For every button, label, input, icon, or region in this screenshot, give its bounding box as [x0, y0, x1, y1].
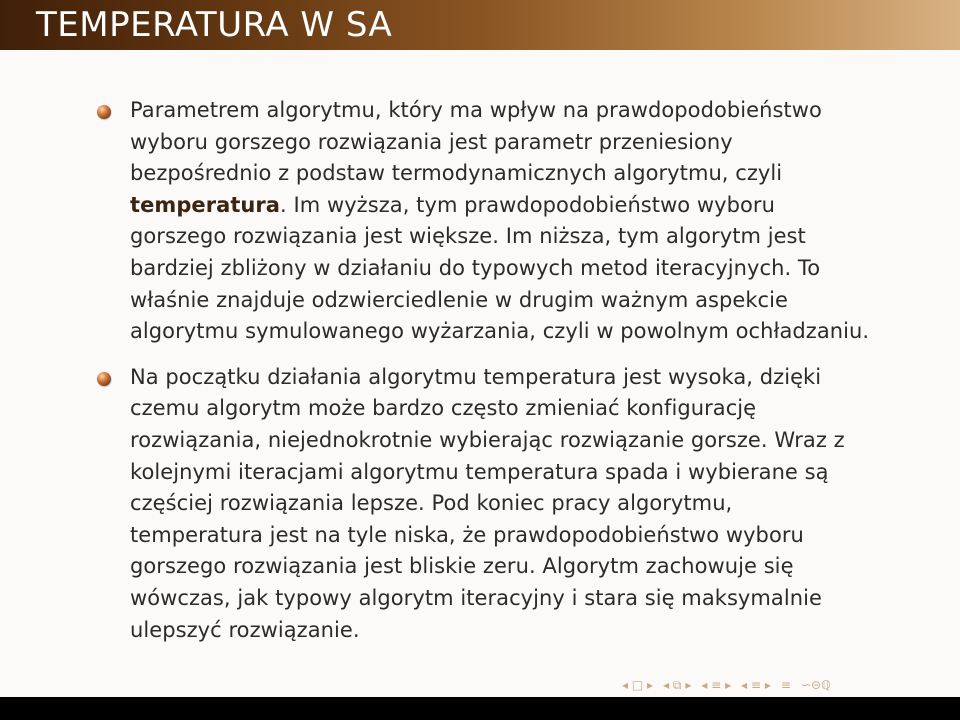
frame-icon[interactable]: □	[631, 678, 644, 692]
bullet-item	[0, 362, 960, 646]
prev-subsection-icon[interactable]: ◂	[663, 677, 670, 692]
text-line: bardziej zbliżony w działaniu do typowych metod iteracyjnych. To	[130, 255, 821, 280]
bottom-bar	[0, 697, 960, 720]
nav-subsection2-group	[741, 678, 771, 692]
bullet-item	[0, 95, 960, 348]
text-line: Parametrem algorytmu, który ma wpływ na prawdopodobieństwo	[130, 98, 822, 122]
text-line: czemu algorytm może bardzo często zmieniać konfigurację	[130, 396, 757, 421]
text-line: właśnie znajduje odzwierciedlenie w drugim ważnym aspekcie	[130, 287, 789, 312]
prev-section-icon[interactable]: ◂	[701, 678, 708, 692]
text-line: rozwiązania, niejednokrotnie wybierając rozwiązanie gorsze. Wraz z	[130, 427, 845, 452]
text-line: temperatura jest na tyle niska, że prawdopodobieństwo wyboru	[130, 522, 804, 547]
next-part-icon[interactable]: ▸	[764, 678, 771, 692]
emphasis-term: temperatura	[130, 192, 281, 217]
bullet-ball-icon	[97, 105, 111, 119]
text-line: bezpośrednio z podstaw termodynamicznych algorytmu, czyli	[130, 161, 783, 186]
prev-frame-icon[interactable]: ◂	[622, 678, 629, 692]
text-line: częściej rozwiązania lepsze. Pod koniec pracy algorytmu,	[130, 491, 733, 516]
text-line: wyboru gorszego rozwiązania jest parametr przeniesiony	[130, 129, 733, 154]
nav-frame-group	[622, 678, 653, 692]
next-section-icon[interactable]: ▸	[725, 678, 732, 692]
subsection-icon[interactable]: ⧉	[672, 677, 682, 692]
title-bar	[0, 0, 960, 50]
nav-section-group	[701, 678, 731, 692]
bullet-list	[0, 95, 960, 660]
nav-subsection-group	[663, 678, 691, 693]
slide-title: TEMPERATURA W SA	[36, 5, 393, 45]
text-line: Na początku działania algorytmu temperatura jest wysoka, dzięki	[130, 364, 822, 389]
search-icon[interactable]: ∽⊝ℚ	[800, 678, 831, 692]
text-line: kolejnymi iteracjami algorytmu temperatura spada i wybierane są	[130, 459, 829, 484]
text-line: ulepszyć rozwiązanie.	[130, 617, 360, 642]
text-line: wówczas, jak typowy algorytm iteracyjny i stara się maksymalnie	[130, 585, 822, 610]
part-icon[interactable]: ≡	[751, 678, 762, 692]
text-line: temperatura. Im wyższa, tym prawdopodobieństwo wyboru	[130, 192, 775, 217]
text-line: gorszego rozwiązania jest większe. Im niższa, tym algorytm jest	[130, 224, 806, 249]
prev-part-icon[interactable]: ◂	[741, 678, 748, 692]
beamer-navigation	[622, 677, 831, 693]
next-subsection-icon[interactable]: ▸	[685, 677, 692, 692]
next-frame-icon[interactable]: ▸	[647, 678, 654, 692]
text-line: gorszego rozwiązania jest bliskie zeru. Algorytm zachowuje się	[130, 554, 794, 579]
appendix-icon[interactable]: ≡	[780, 678, 791, 692]
text-line: algorytmu symulowanego wyżarzania, czyli w powolnym ochładzaniu.	[130, 319, 870, 344]
bullet-ball-icon	[97, 372, 111, 386]
section-icon[interactable]: ≡	[711, 678, 722, 692]
